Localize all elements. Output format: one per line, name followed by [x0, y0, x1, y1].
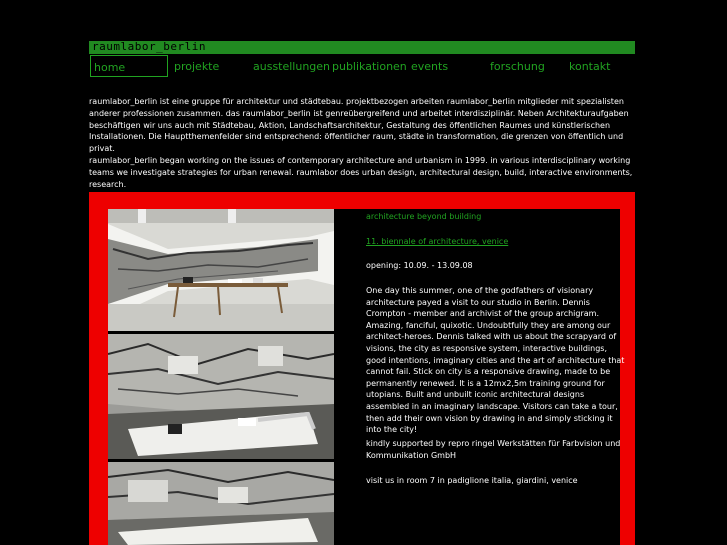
header-banner — [89, 41, 635, 54]
main-nav — [89, 54, 635, 78]
biennale-link[interactable]: 11. biennale of architecture, venice — [366, 237, 509, 246]
intro-english: raumlabor_berlin began working on the issues of contemporary architecture and urbanism in 1999. in various interdisciplinary working teams we investigate strategies for urban renewal. raumlabor does urban design, architectural design, build, interactive environments, research. — [89, 156, 633, 189]
feature-headline — [366, 211, 628, 223]
nav-item-publikationen[interactable]: publikationen — [332, 60, 407, 73]
feature-headline-text: architecture beyond building — [366, 212, 482, 221]
feature-link-wrap — [366, 236, 628, 248]
exhibition-photo-3 — [108, 462, 334, 545]
visit-note: visit us in room 7 in padiglione italia, giardini, venice — [366, 476, 578, 485]
intro-german: raumlabor_berlin ist eine gruppe für architektur und städtebau. projektbezogen arbeiten raumlabor_berlin mitglieder mit spezialisten anderer professionen zusammen. das raumlabor_berlin ist genreübergreifend und arbeitet interdisziplinär. Neben Architekturaufgaben beschäftigen wir uns auch mit Städtebau, Aktion, Landschaftsarchitektur, Gestaltung des öffentlichen Raumes und künstlerischen Installationen. Die Hauptthemenfelder sind entsprechend: öffentlicher raum, städte in transformation, die grenzen von öffentlich und privat. — [89, 97, 629, 154]
nav-item-events[interactable]: events — [411, 60, 449, 73]
exhibition-photo-1 — [108, 209, 334, 331]
opening-dates: opening: 10.09. - 13.09.08 — [366, 261, 473, 270]
nav-item-projekte[interactable]: projekte — [174, 60, 220, 73]
exhibition-photo-2 — [108, 334, 334, 459]
site-logo[interactable]: raumlabor_berlin — [92, 40, 206, 53]
nav-item-home[interactable]: home — [90, 55, 168, 77]
nav-item-kontakt[interactable]: kontakt — [569, 60, 611, 73]
nav-item-ausstellungen[interactable]: ausstellungen — [253, 60, 331, 73]
feature-description: One day this summer, one of the godfathers of visionary architecture payed a visit to our studio in Berlin. Dennis Crompton - member and archivist of the group archigram. Amazing, fanciful, quixotic. Undoubtfully they are among our architect-heroes. Dennis talked with us about the scrapyard of visions, the city as responsive system, interactive buildings, good intentions, imaginary cities and the art of architecture that cannot fail. Stick on city is a responsive drawing, made to be permanently renewed. It is a 12mx2,5m training ground for utopians. Built and unbuilt iconic architectural designs assembled in an imaginary landscape. Visitors can take a tour, then add their own vision by drawing in and simply sticking it into the city! — [366, 286, 625, 435]
sponsor-note: kindly supported by repro ringel Werkstätten für Farbvision und Kommunikation GmbH — [366, 439, 621, 460]
nav-item-forschung[interactable]: forschung — [490, 60, 545, 73]
